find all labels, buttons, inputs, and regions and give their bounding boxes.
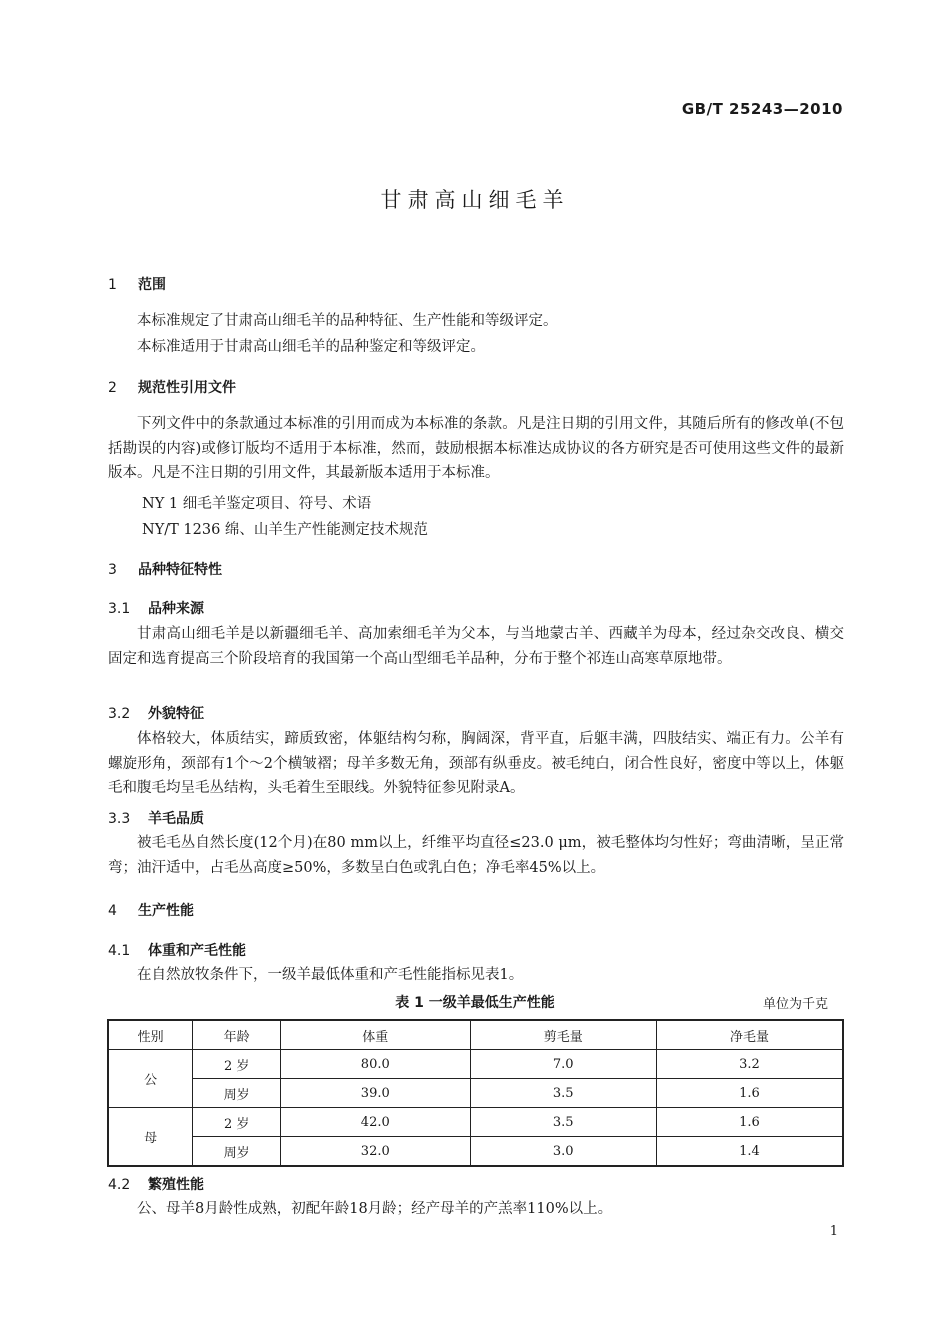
- section-title: 生产性能: [138, 903, 194, 919]
- section-4-1-paragraph: 在自然放牧条件下，一级羊最低体重和产毛性能指标见表1。: [137, 967, 524, 983]
- age-cell: 2 岁: [193, 1050, 281, 1079]
- normative-reference-2: NY/T 1236 绵、山羊生产性能测定技术规范: [142, 522, 428, 538]
- section-4-heading: [108, 900, 194, 920]
- section-number: 3.2: [108, 706, 131, 722]
- production-performance-table: [107, 1019, 844, 1167]
- section-number: 3.1: [108, 601, 131, 617]
- table-row: [108, 1079, 843, 1108]
- table-row: [108, 1108, 843, 1137]
- table-header-row: [108, 1020, 843, 1050]
- section-number: 4.2: [108, 1177, 131, 1193]
- section-4-1-heading: [108, 940, 246, 960]
- weight-cell: 80.0: [281, 1050, 470, 1079]
- sex-cell: 公: [108, 1050, 193, 1108]
- section-number: 4: [108, 903, 117, 919]
- standard-number: GB/T 25243—2010: [681, 100, 843, 118]
- section-title: 外貌特征: [148, 706, 204, 722]
- section-title: 体重和产毛性能: [148, 943, 246, 959]
- section-3-1-paragraph: 甘肃高山细毛羊是以新疆细毛羊、高加索细毛羊为父本，与当地蒙古羊、西藏羊为母本，经过杂交改良、横交固定和选育提高三个阶段培育的我国第一个高山型细毛羊品种，分布于整个祁连山高寒草原地带。: [108, 626, 844, 667]
- section-2-paragraph: 下列文件中的条款通过本标准的引用而成为本标准的条款。凡是注日期的引用文件，其随后所有的修改单(不包括勘误的内容)或修订版均不适用于本标准，然而，鼓励根据本标准达成协议的各方研究是否可使用这些文件的最新版本。凡是不注日期的引用文件，其最新版本适用于本标准。: [108, 416, 844, 481]
- section-4-2-paragraph: 公、母羊8月龄性成熟，初配年龄18月龄；经产母羊的产羔率110%以上。: [137, 1201, 613, 1217]
- section-number: 2: [108, 380, 117, 396]
- table-caption: 表 1 一级羊最低生产性能: [395, 995, 555, 1011]
- table-row: [108, 1137, 843, 1167]
- section-3-heading: [108, 559, 222, 579]
- section-3-2-heading: [108, 703, 204, 723]
- table-header-cell: 净毛量: [656, 1020, 843, 1050]
- section-1-heading: [108, 274, 166, 294]
- section-1-paragraph-1: 本标准规定了甘肃高山细毛羊的品种特征、生产性能和等级评定。: [137, 313, 558, 329]
- shear-weight-cell: 3.5: [470, 1108, 656, 1137]
- section-2-heading: [108, 377, 236, 397]
- section-3-1-heading: [108, 598, 204, 618]
- table-header-cell: 体重: [281, 1020, 470, 1050]
- clean-wool-cell: 1.4: [656, 1137, 843, 1167]
- table-header-cell: 剪毛量: [470, 1020, 656, 1050]
- section-title: 品种来源: [148, 601, 204, 617]
- table-header-cell: 性别: [108, 1020, 193, 1050]
- normative-reference-1: NY 1 细毛羊鉴定项目、符号、术语: [142, 496, 372, 512]
- table-unit: 单位为千克: [762, 997, 828, 1012]
- section-number: 3: [108, 562, 117, 578]
- shear-weight-cell: 7.0: [470, 1050, 656, 1079]
- clean-wool-cell: 3.2: [656, 1050, 843, 1079]
- section-3-2-paragraph: 体格较大，体质结实，蹄质致密，体躯结构匀称，胸阔深，背平直，后躯丰满，四肢结实、端正有力。公羊有螺旋形角，颈部有1个～2个横皱褶；母羊多数无角，颈部有纵垂皮。被毛纯白，闭合性良好，密度中等以上，体躯毛和腹毛均呈毛丛结构，头毛着生至眼线。外貌特征参见附录A。: [108, 731, 844, 796]
- table-row: [108, 1050, 843, 1079]
- section-number: 4.1: [108, 943, 131, 959]
- document-title: 甘肃高山细毛羊: [380, 188, 570, 212]
- section-3-3-heading: [108, 808, 204, 828]
- weight-cell: 32.0: [281, 1137, 470, 1167]
- section-3-3-paragraph: 被毛毛丛自然长度(12个月)在80 mm以上，纤维平均直径≤23.0 μm，被毛整体均匀性好；弯曲清晰，呈正常弯；油汗适中，占毛丛高度≥50%，多数呈白色或乳白色；净毛率45%以上。: [108, 835, 844, 876]
- sex-cell: 母: [108, 1108, 193, 1167]
- section-title: 品种特征特性: [138, 562, 222, 578]
- weight-cell: 39.0: [281, 1079, 470, 1108]
- shear-weight-cell: 3.0: [470, 1137, 656, 1167]
- age-cell: 周岁: [193, 1079, 281, 1108]
- clean-wool-cell: 1.6: [656, 1108, 843, 1137]
- section-number: 3.3: [108, 811, 131, 827]
- section-title: 规范性引用文件: [138, 380, 236, 396]
- table-header-cell: 年龄: [193, 1020, 281, 1050]
- clean-wool-cell: 1.6: [656, 1079, 843, 1108]
- section-number: 1: [108, 277, 117, 293]
- section-title: 范围: [138, 277, 166, 293]
- age-cell: 周岁: [193, 1137, 281, 1167]
- age-cell: 2 岁: [193, 1108, 281, 1137]
- page-number: 1: [829, 1224, 838, 1239]
- section-title: 羊毛品质: [148, 811, 204, 827]
- section-1-paragraph-2: 本标准适用于甘肃高山细毛羊的品种鉴定和等级评定。: [137, 339, 485, 355]
- section-4-2-heading: [108, 1174, 204, 1194]
- weight-cell: 42.0: [281, 1108, 470, 1137]
- shear-weight-cell: 3.5: [470, 1079, 656, 1108]
- section-title: 繁殖性能: [148, 1177, 204, 1193]
